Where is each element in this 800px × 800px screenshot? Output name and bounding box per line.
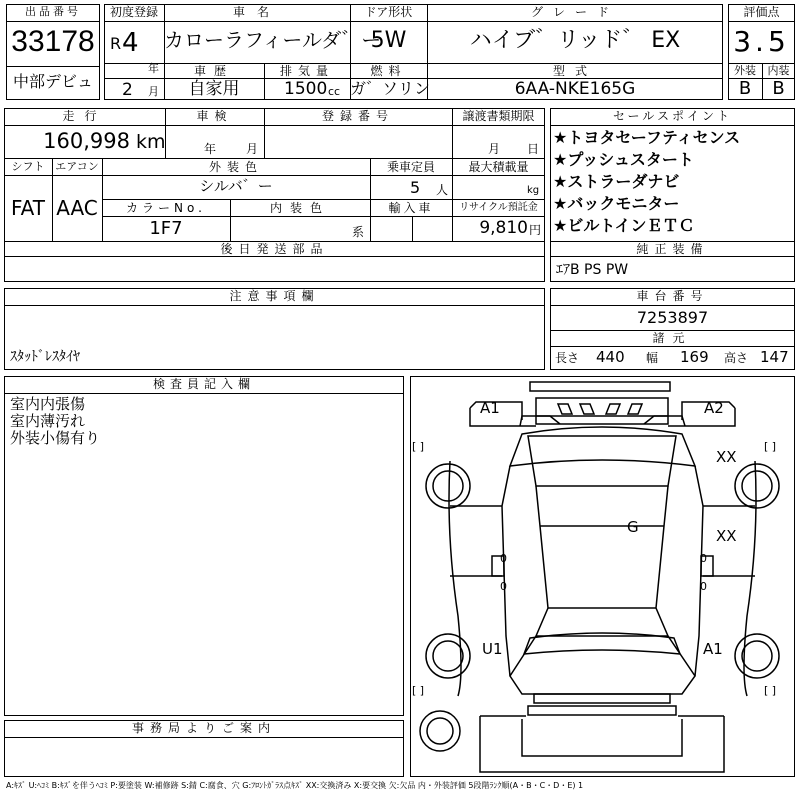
recycle-label: リサイクル預託金	[459, 202, 538, 213]
exterior-grade-label: 外装	[734, 64, 756, 77]
length: 440	[596, 348, 625, 366]
lot-number-label: 出品番号	[25, 5, 81, 18]
month-unit: 月	[148, 85, 159, 98]
exterior-color: シルバ゛ー	[199, 177, 273, 195]
later-parts-label: 後日発送部品	[220, 242, 329, 256]
car-diagram	[410, 376, 795, 777]
damage-code: A1	[480, 399, 500, 417]
era-letter: R	[110, 34, 122, 53]
sales-point-item: ★トヨタセーフティセンス	[553, 128, 741, 147]
sales-point-item: ★プッシュスタート	[553, 150, 694, 169]
door-type: 5W	[370, 28, 407, 53]
first-registration-label: 初度登録	[109, 5, 158, 19]
inspector-line: 外装小傷有り	[10, 429, 101, 447]
legend: A:ｷｽﾞ U:ﾍｺﾐ B:ｷｽﾞを伴うﾍｺﾐ P:要塗装 W:補修跡 S:錆 C:腐食、穴 G:ﾌﾛﾝﾄｶﾞﾗｽ点ｷｽﾞ XX:交換済み X:要交換 欠:欠品 内・外装評価 5段階ﾗﾝｸ順(A・B・C・D・E) 1	[6, 781, 584, 790]
equipment: ｴｱB PS PW	[556, 262, 629, 278]
damage-code: XX	[716, 527, 737, 545]
mileage-unit: km	[136, 131, 166, 153]
model: 6AA-NKE165G	[514, 79, 636, 99]
part-zero: 0	[500, 580, 507, 593]
notes-label: 注意事項欄	[229, 289, 320, 303]
aircon-label: エアコン	[55, 160, 99, 173]
max-load-label: 最大積載量	[468, 160, 529, 174]
color-number-label: カラーNo.	[126, 201, 206, 215]
score: 3.5	[733, 25, 790, 58]
lot-number: 33178	[11, 25, 95, 58]
transfer-month-unit: 月	[488, 142, 501, 156]
inspector-label: 検査員記入欄	[152, 377, 255, 391]
height-label: 高さ	[724, 351, 749, 365]
registration-month: 2	[122, 80, 133, 100]
car-name: カローラフィールダ゛ー	[164, 28, 382, 52]
interior-grade-label: 内装	[767, 64, 790, 77]
damage-code: A1	[703, 640, 723, 658]
part-bracket: [ ]	[412, 440, 425, 453]
inspection-month-unit: 月	[246, 142, 259, 156]
recycle-fee: 9,810	[479, 218, 528, 238]
grade: ハイブ゛リッド゛ EX	[469, 28, 681, 53]
damage-code: G	[627, 518, 639, 536]
displacement: 1500	[284, 79, 328, 99]
chassis-number: 7253897	[636, 308, 709, 327]
chassis-label: 車台番号	[636, 289, 709, 303]
seller-type: 中部デビュ	[12, 72, 93, 91]
fuel-label: 燃料	[370, 64, 407, 78]
equipment-label: 純正装備	[636, 242, 709, 256]
sales-point-item: ★バックモニター	[553, 194, 680, 213]
history-label: 車歴	[193, 64, 234, 78]
interior-color-unit: 系	[352, 225, 365, 239]
registration-year: 4	[122, 28, 139, 58]
part-bracket: [ ]	[764, 684, 777, 697]
displacement-unit: cc	[328, 85, 341, 98]
sales-point-item: ★ストラーダナビ	[553, 172, 680, 191]
part-zero: 0	[700, 580, 707, 593]
import-label: 輸入車	[388, 201, 434, 215]
registration-number-label: 登録番号	[321, 109, 394, 123]
part-zero: 0	[700, 552, 707, 565]
history: 自家用	[188, 79, 240, 99]
aircon: AAC	[56, 196, 98, 220]
inspection-year-unit: 年	[204, 142, 217, 156]
sales-points-label: セールスポイント	[613, 109, 732, 123]
inspection-label: 車検	[196, 109, 233, 123]
fuel: ガ゛ソリン	[350, 79, 431, 98]
damage-code: U1	[482, 640, 503, 658]
max-load-unit: kg	[527, 185, 540, 196]
year-unit: 年	[148, 62, 159, 75]
shift-label: シフト	[11, 160, 45, 173]
recycle-unit: 円	[529, 223, 542, 237]
displacement-label: 排気量	[279, 64, 334, 78]
width: 169	[680, 348, 709, 366]
office-label: 事務局よりご案内	[131, 721, 276, 735]
dims-label: 諸元	[652, 331, 693, 345]
color-number: 1F7	[149, 218, 183, 239]
inspector-line: 室内内張傷	[10, 395, 86, 413]
grade-label: グレード	[530, 5, 619, 19]
transfer-day-unit: 日	[527, 142, 540, 156]
mileage: 160,998	[43, 129, 130, 153]
exterior-grade: B	[738, 78, 752, 99]
inspector-line: 室内薄汚れ	[10, 412, 86, 430]
notes: ｽﾀｯﾄﾞﾚｽﾀｲﾔ	[10, 349, 80, 365]
door-type-label: ドア形状	[364, 5, 413, 19]
interior-color-label: 内装色	[269, 201, 330, 215]
damage-code: XX	[716, 448, 737, 466]
mileage-label: 走行	[62, 109, 107, 123]
width-label: 幅	[646, 351, 659, 365]
capacity-unit: 人	[436, 183, 449, 197]
transfer-deadline-label: 譲渡書類期限	[462, 109, 535, 123]
model-label: 型式	[552, 64, 597, 78]
sales-point-item: ★ビルトインＥＴＣ	[553, 216, 695, 235]
height: 147	[760, 348, 789, 366]
capacity-label: 乗車定員	[386, 160, 435, 174]
part-bracket: [ ]	[412, 684, 425, 697]
score-label: 評価点	[743, 5, 780, 19]
damage-code: A2	[704, 399, 724, 417]
part-bracket: [ ]	[764, 440, 777, 453]
capacity: 5	[410, 178, 421, 197]
interior-grade: B	[772, 78, 785, 99]
part-zero: 0	[500, 552, 507, 565]
length-label: 長さ	[555, 351, 580, 365]
car-name-label: 車名	[232, 5, 281, 19]
shift: FAT	[10, 196, 45, 220]
exterior-color-label: 外装色	[208, 160, 263, 174]
